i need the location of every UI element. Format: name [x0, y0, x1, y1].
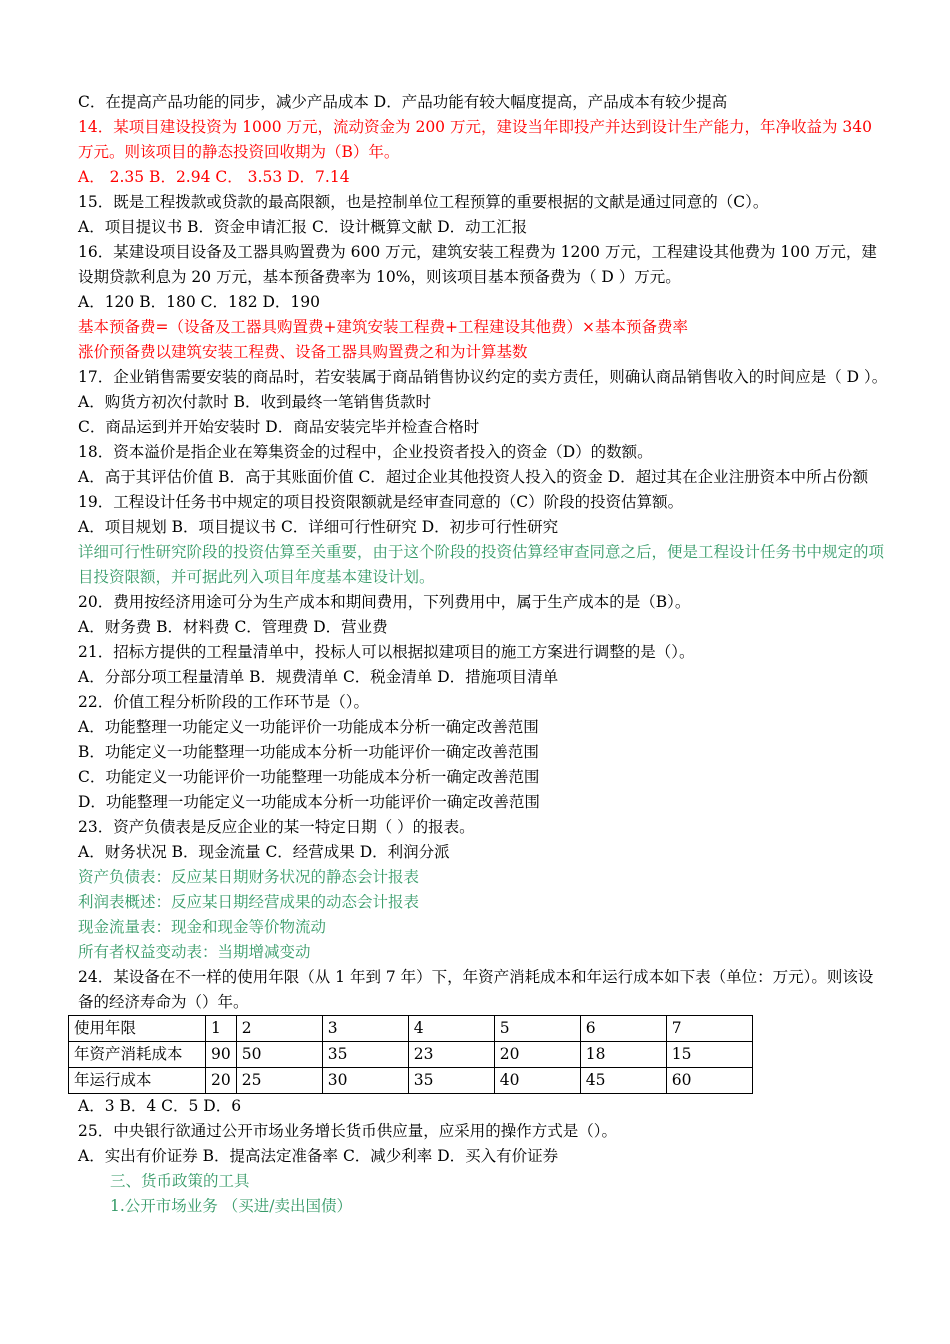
- table-cell: 23: [408, 1042, 494, 1068]
- table-row: [69, 1042, 753, 1068]
- table-cell: 40: [494, 1068, 580, 1094]
- text-line: 涨价预备费以建筑安装工程费、设备工器具购置费之和为计算基数: [78, 343, 528, 361]
- text-line: B．功能定义一功能整理一功能成本分析一功能评价一确定改善范围: [78, 743, 539, 761]
- text-line: 现金流量表：现金和现金等价物流动: [78, 918, 327, 936]
- text-line: A．财务状况 B．现金流量 C．经营成果 D．利润分派: [78, 843, 450, 861]
- text-line: A．分部分项工程量清单 B．规费清单 C．税金清单 D．措施项目清单: [78, 668, 559, 686]
- table-cell: 20: [494, 1042, 580, 1068]
- text-line: 资产负债表：反应某日期财务状况的静态会计报表: [78, 868, 420, 886]
- table-row: [69, 1068, 753, 1094]
- text-line: 24．某设备在不一样的使用年限（从 1 年到 7 年）下，年资产消耗成本和年运行成本如下表（单位：万元）。则该设备的经济寿命为（）年。: [78, 968, 874, 1011]
- document-page: [74, 90, 888, 1219]
- text-line: 20．费用按经济用途可分为生产成本和期间费用，下列费用中，属于生产成本的是（B）。: [78, 593, 691, 611]
- table-cell: 2: [236, 1016, 322, 1042]
- table-cell: 18: [580, 1042, 666, 1068]
- question-block-top: [78, 90, 888, 1015]
- table-cell: 1: [206, 1016, 237, 1042]
- text-line: A．项目规划 B．项目提议书 C．详细可行性研究 D．初步可行性研究: [78, 518, 559, 536]
- text-line: 21．招标方提供的工程量清单中，投标人可以根据拟建项目的施工方案进行调整的是（）。: [78, 643, 695, 661]
- text-line: 利润表概述：反应某日期经营成果的动态会计报表: [78, 893, 420, 911]
- text-line: 19．工程设计任务书中规定的项目投资限额就是经审查同意的（C）阶段的投资估算额。: [78, 493, 684, 511]
- table-cell: 35: [408, 1068, 494, 1094]
- text-line: A．财务费 B．材料费 C．管理费 D．营业费: [78, 618, 388, 636]
- text-line: 23．资产负债表是反应企业的某一特定日期（ ）的报表。: [78, 818, 475, 836]
- table-cell: 60: [666, 1068, 752, 1094]
- table-cell: 年资产消耗成本: [69, 1042, 206, 1068]
- text-line: A． 2.35 B．2.94 C． 3.53 D．7.14: [78, 168, 350, 186]
- table-row: [69, 1016, 753, 1042]
- text-line: A．高于其评估价值 B．高于其账面价值 C．超过企业其他投资人投入的资金 D．超过其在企业注册资本中所占份额: [78, 468, 869, 486]
- table-cell: 4: [408, 1016, 494, 1042]
- table-cell: 45: [580, 1068, 666, 1094]
- table-cell: 3: [322, 1016, 408, 1042]
- table-cell: 15: [666, 1042, 752, 1068]
- text-line: D．功能整理一功能定义一功能成本分析一功能评价一确定改善范围: [78, 793, 540, 811]
- text-line: 25．中央银行欲通过公开市场业务增长货币供应量，应采用的操作方式是（）。: [78, 1122, 617, 1140]
- text-line: 详细可行性研究阶段的投资估算至关重要，由于这个阶段的投资估算经审查同意之后，便是工程设计任务书中规定的项目投资限额，并可据此列入项目年度基本建设计划。: [78, 543, 885, 586]
- table-cell: 30: [322, 1068, 408, 1094]
- table-cell: 90: [206, 1042, 237, 1068]
- table-cell: 25: [236, 1068, 322, 1094]
- table-cell: 50: [236, 1042, 322, 1068]
- text-line: 14．某项目建设投资为 1000 万元，流动资金为 200 万元，建设当年即投产并达到设计生产能力，年净收益为 340 万元。则该项目的静态投资回收期为（B）年。: [78, 118, 872, 161]
- table-cell: 使用年限: [69, 1016, 206, 1042]
- text-line: A．3 B．4 C．5 D．6: [78, 1097, 242, 1115]
- text-line: C．商品运到并开始安装时 D．商品安装完毕并检查合格时: [78, 418, 480, 436]
- text-line: A．120 B．180 C．182 D．190: [78, 293, 320, 311]
- text-line: 17．企业销售需要安装的商品时，若安装属于商品销售协议约定的卖方责任，则确认商品销售收入的时间应是（ D ）。A．购货方初次付款时 B．收到最终一笔销售货款时: [78, 368, 888, 411]
- table-cell: 20: [206, 1068, 237, 1094]
- text-line: A．功能整理一功能定义一功能评价一功能成本分析一确定改善范围: [78, 718, 539, 736]
- text-line: A．项目提议书 B．资金申请汇报 C．设计概算文献 D．动工汇报: [78, 218, 528, 236]
- text-line: 所有者权益变动表：当期增减变动: [78, 943, 311, 961]
- text-line: A．实出有价证券 B．提高法定准备率 C．减少利率 D．买入有价证券: [78, 1147, 559, 1165]
- text-line: 1.公开市场业务 （买进/卖出国债）: [110, 1197, 352, 1215]
- table-cell: 5: [494, 1016, 580, 1042]
- text-line: 18．资本溢价是指企业在筹集资金的过程中，企业投资者投入的资金（D）的数额。: [78, 443, 653, 461]
- text-line: 16．某建设项目设备及工器具购置费为 600 万元，建筑安装工程费为 1200 万元，工程建设其他费为 100 万元，建设期贷款利息为 20 万元，基本预备费率为 10%，则该项目基本预备费为（ D ）万元。: [78, 243, 877, 286]
- text-line: 15．既是工程拨款或贷款的最高限额，也是控制单位工程预算的重要根据的文献是通过同意的（C）。: [78, 193, 769, 211]
- table-cell: 7: [666, 1016, 752, 1042]
- table-cell: 年运行成本: [69, 1068, 206, 1094]
- text-line: 22．价值工程分析阶段的工作环节是（）。: [78, 693, 369, 711]
- text-line: C．在提高产品功能的同步，减少产品成本 D．产品功能有较大幅度提高，产品成本有较少提高: [78, 93, 728, 111]
- text-line: 三、货币政策的工具: [110, 1172, 250, 1190]
- economic-life-table: [68, 1015, 753, 1094]
- text-line: 基本预备费=（设备及工器具购置费+建筑安装工程费+工程建设其他费）×基本预备费率: [78, 318, 688, 336]
- table-cell: 6: [580, 1016, 666, 1042]
- table-cell: 35: [322, 1042, 408, 1068]
- question-block-bottom: [78, 1094, 888, 1219]
- text-line: C．功能定义一功能评价一功能整理一功能成本分析一确定改善范围: [78, 768, 540, 786]
